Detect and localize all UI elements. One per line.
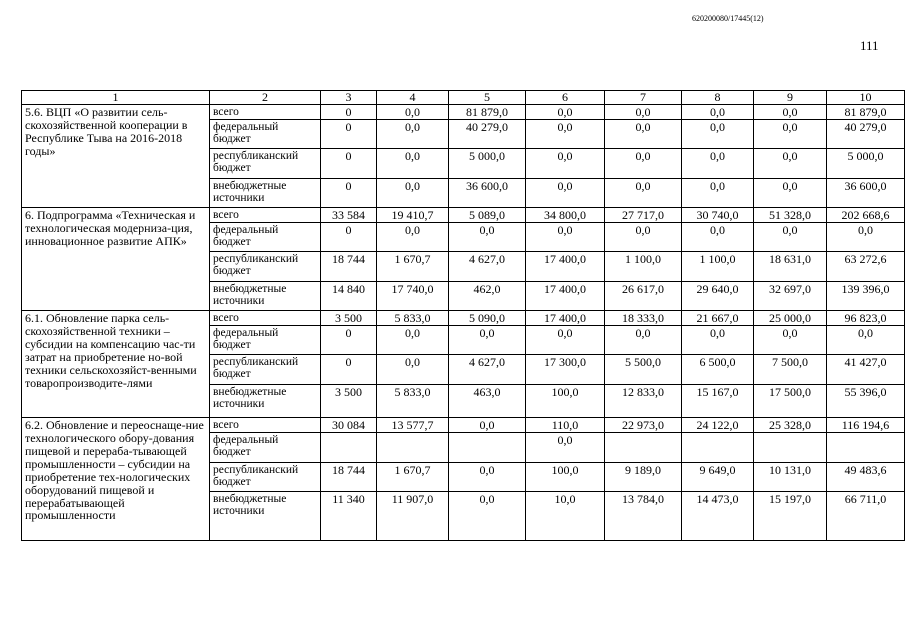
value-cell: 9 189,0 [605,462,682,491]
value-cell: 63 272,6 [827,251,905,281]
value-cell: 13 784,0 [605,491,682,540]
funding-category: республиканский бюджет [210,462,321,491]
value-cell: 0 [321,148,377,178]
value-cell: 12 833,0 [605,384,682,417]
value-cell: 55 396,0 [827,384,905,417]
value-cell: 5 833,0 [377,384,449,417]
value-cell: 7 500,0 [754,354,827,384]
header-cell: 4 [377,91,449,105]
header-cell: 7 [605,91,682,105]
table-row [22,207,905,222]
header-cell: 8 [682,91,754,105]
value-cell: 49 483,6 [827,462,905,491]
value-cell: 1 670,7 [377,462,449,491]
value-cell: 41 427,0 [827,354,905,384]
value-cell: 96 823,0 [827,310,905,325]
header-cell: 2 [210,91,321,105]
value-cell: 139 396,0 [827,281,905,310]
value-cell: 33 584 [321,207,377,222]
value-cell: 0,0 [526,104,605,119]
value-cell: 0,0 [605,222,682,251]
funding-category: республиканский бюджет [210,251,321,281]
value-cell: 24 122,0 [682,417,754,432]
value-cell: 0 [321,325,377,354]
value-cell: 26 617,0 [605,281,682,310]
header-cell: 10 [827,91,905,105]
value-cell: 6 500,0 [682,354,754,384]
value-cell: 0,0 [682,325,754,354]
value-cell: 4 627,0 [449,251,526,281]
value-cell: 0,0 [605,104,682,119]
value-cell: 19 410,7 [377,207,449,222]
value-cell: 27 717,0 [605,207,682,222]
document-number: 620200080/17445(12) [692,14,764,23]
funding-category: всего [210,207,321,222]
value-cell: 0,0 [377,222,449,251]
value-cell [827,432,905,462]
funding-category: внебюджетные источники [210,178,321,207]
value-cell: 0,0 [754,119,827,148]
value-cell: 15 167,0 [682,384,754,417]
value-cell: 14 473,0 [682,491,754,540]
value-cell: 0,0 [449,491,526,540]
value-cell: 17 400,0 [526,281,605,310]
value-cell: 40 279,0 [449,119,526,148]
value-cell: 0,0 [682,148,754,178]
value-cell: 1 100,0 [605,251,682,281]
value-cell [682,432,754,462]
value-cell: 81 879,0 [449,104,526,119]
page-number: 111 [860,38,879,53]
value-cell: 14 840 [321,281,377,310]
value-cell: 0 [321,178,377,207]
value-cell: 0,0 [682,104,754,119]
value-cell: 17 400,0 [526,310,605,325]
value-cell: 18 333,0 [605,310,682,325]
value-cell: 0,0 [754,325,827,354]
header-cell: 3 [321,91,377,105]
value-cell: 22 973,0 [605,417,682,432]
budget-table [21,90,905,541]
funding-category: федеральный бюджет [210,119,321,148]
value-cell: 0,0 [377,178,449,207]
value-cell: 100,0 [526,462,605,491]
value-cell: 32 697,0 [754,281,827,310]
value-cell: 40 279,0 [827,119,905,148]
value-cell: 5 090,0 [449,310,526,325]
value-cell: 463,0 [449,384,526,417]
funding-category: федеральный бюджет [210,432,321,462]
value-cell: 5 000,0 [827,148,905,178]
value-cell: 0,0 [754,148,827,178]
value-cell: 100,0 [526,384,605,417]
value-cell: 17 740,0 [377,281,449,310]
value-cell [754,432,827,462]
funding-category: всего [210,417,321,432]
funding-category: федеральный бюджет [210,325,321,354]
value-cell: 1 100,0 [682,251,754,281]
value-cell: 29 640,0 [682,281,754,310]
value-cell: 18 744 [321,251,377,281]
funding-category: всего [210,310,321,325]
value-cell: 66 711,0 [827,491,905,540]
value-cell: 18 744 [321,462,377,491]
program-title: 6. Подпрограмма «Техническая и технологическая модерниза-ция, инновационное развитие АПК» [22,207,210,310]
value-cell: 34 800,0 [526,207,605,222]
funding-category: республиканский бюджет [210,354,321,384]
program-title: 6.1. Обновление парка сель-скохозяйственной техники – субсидии на компенсацию час-ти затрат на приобретение но-вой техники сельскохозяйст-венными товаропроизводите-лями [22,310,210,417]
value-cell: 4 627,0 [449,354,526,384]
value-cell: 0,0 [526,178,605,207]
funding-category: внебюджетные источники [210,281,321,310]
table-row [22,417,905,432]
value-cell [605,432,682,462]
value-cell: 11 907,0 [377,491,449,540]
value-cell: 0,0 [377,325,449,354]
value-cell: 0,0 [605,148,682,178]
value-cell: 5 500,0 [605,354,682,384]
value-cell: 0,0 [449,417,526,432]
value-cell: 0,0 [605,119,682,148]
header-cell: 6 [526,91,605,105]
value-cell: 0,0 [754,222,827,251]
value-cell: 110,0 [526,417,605,432]
value-cell: 0,0 [377,148,449,178]
value-cell: 3 500 [321,384,377,417]
value-cell: 17 300,0 [526,354,605,384]
value-cell: 0,0 [449,462,526,491]
value-cell: 116 194,6 [827,417,905,432]
program-title: 5.6. ВЦП «О развитии сель-скохозяйственной кооперации в Республике Тыва на 2016-2018 годы» [22,104,210,207]
value-cell: 0,0 [526,325,605,354]
value-cell: 0,0 [449,222,526,251]
value-cell: 462,0 [449,281,526,310]
value-cell: 15 197,0 [754,491,827,540]
header-cell: 9 [754,91,827,105]
value-cell: 51 328,0 [754,207,827,222]
value-cell: 18 631,0 [754,251,827,281]
value-cell: 1 670,7 [377,251,449,281]
value-cell: 25 000,0 [754,310,827,325]
value-cell: 0,0 [682,222,754,251]
value-cell: 0,0 [754,178,827,207]
value-cell: 0,0 [526,432,605,462]
value-cell: 30 740,0 [682,207,754,222]
value-cell: 9 649,0 [682,462,754,491]
value-cell: 11 340 [321,491,377,540]
value-cell: 0,0 [526,148,605,178]
value-cell: 0 [321,104,377,119]
value-cell: 5 089,0 [449,207,526,222]
program-title: 6.2. Обновление и переоснаще-ние технологического обору-дования пищевой и перераба-тывающей промышленности – субсидии на приобретение тех-нологических оборудований пищевой и перерабатывающей промышленности [22,417,210,540]
value-cell: 30 084 [321,417,377,432]
header-row [22,91,905,105]
value-cell: 0 [321,119,377,148]
value-cell: 21 667,0 [682,310,754,325]
value-cell: 0,0 [754,104,827,119]
value-cell: 81 879,0 [827,104,905,119]
funding-category: внебюджетные источники [210,384,321,417]
value-cell: 0,0 [827,325,905,354]
value-cell [377,432,449,462]
value-cell: 0,0 [526,222,605,251]
value-cell: 0,0 [377,104,449,119]
value-cell: 0,0 [605,178,682,207]
value-cell: 0 [321,354,377,384]
funding-category: внебюджетные источники [210,491,321,540]
table-row [22,310,905,325]
value-cell: 0,0 [526,119,605,148]
value-cell: 0,0 [682,178,754,207]
value-cell: 5 833,0 [377,310,449,325]
funding-category: всего [210,104,321,119]
value-cell: 0,0 [449,325,526,354]
value-cell [449,432,526,462]
value-cell: 36 600,0 [827,178,905,207]
header-cell: 5 [449,91,526,105]
value-cell: 0,0 [377,354,449,384]
value-cell: 0,0 [682,119,754,148]
value-cell: 10 131,0 [754,462,827,491]
value-cell: 36 600,0 [449,178,526,207]
value-cell: 0,0 [827,222,905,251]
funding-category: республиканский бюджет [210,148,321,178]
value-cell [321,432,377,462]
value-cell: 0,0 [377,119,449,148]
value-cell: 25 328,0 [754,417,827,432]
value-cell: 17 400,0 [526,251,605,281]
value-cell: 13 577,7 [377,417,449,432]
value-cell: 10,0 [526,491,605,540]
value-cell: 5 000,0 [449,148,526,178]
header-cell: 1 [22,91,210,105]
value-cell: 0 [321,222,377,251]
value-cell: 0,0 [605,325,682,354]
table-row [22,104,905,119]
value-cell: 202 668,6 [827,207,905,222]
value-cell: 3 500 [321,310,377,325]
value-cell: 17 500,0 [754,384,827,417]
funding-category: федеральный бюджет [210,222,321,251]
